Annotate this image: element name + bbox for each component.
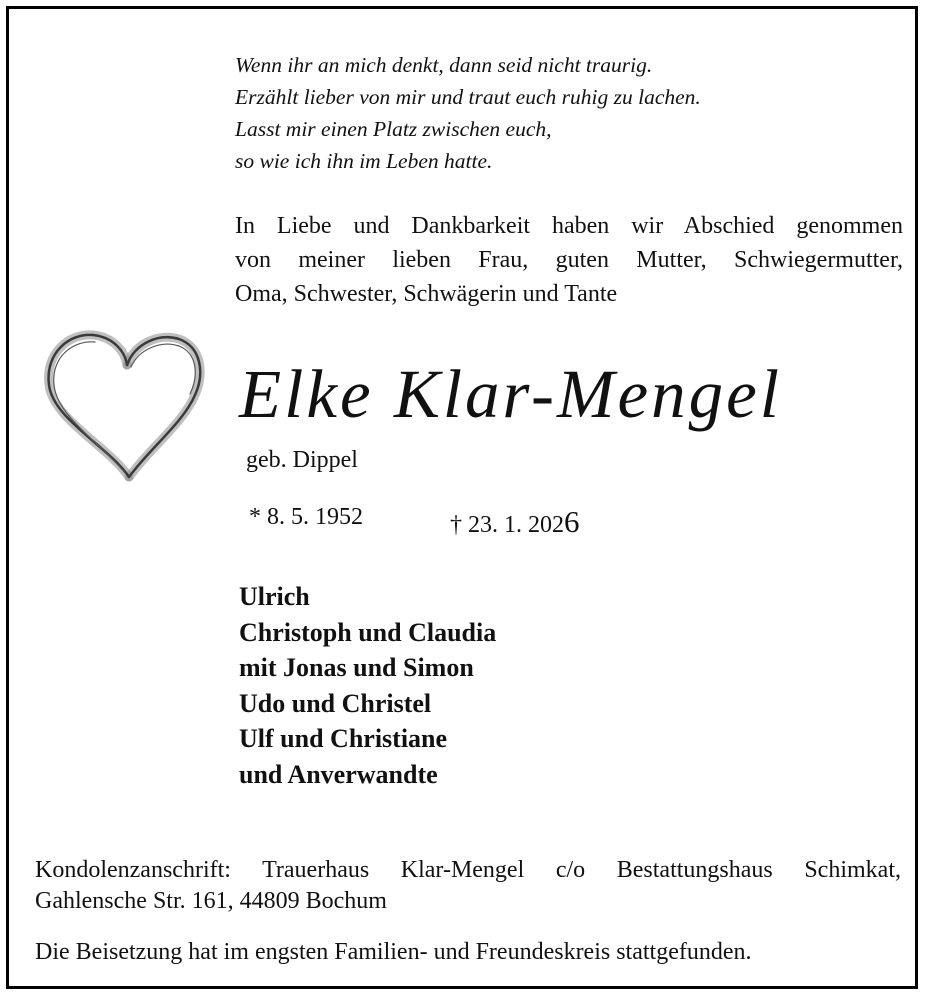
poem-line: Wenn ihr an mich denkt, dann seid nicht traurig. [235, 53, 653, 77]
family-line: Ulrich [239, 582, 310, 611]
address-line: Gahlensche Str. 161, 44809 Bochum [35, 888, 387, 914]
death-date-last-digit: 6 [564, 504, 580, 539]
family-line: Christoph und Claudia [239, 617, 497, 647]
burial-note: Die Beisetzung hat im engsten Familien- und Freundeskreis stattgefunden. [35, 939, 752, 965]
family-line: mit Jonas und Simon [239, 653, 474, 682]
heart-icon [39, 327, 209, 483]
deceased-name: Elke Klar-Mengel [239, 356, 782, 432]
family-line: Udo und Christel [239, 688, 432, 718]
death-date-main: † 23. 1. 202 [450, 512, 564, 538]
intro-line: In Liebe und Dankbarkeit haben wir Abschied genommen [235, 213, 903, 239]
address-line: Kondolenzanschrift: Trauerhaus Klar-Mengel c/o Bestattungshaus Schimkat, [35, 857, 901, 883]
poem-line: Lasst mir einen Platz zwischen euch, [235, 117, 552, 141]
condolence-address [35, 855, 901, 917]
family-signatories [239, 579, 496, 792]
obituary-frame [6, 6, 918, 989]
poem [235, 49, 701, 177]
family-line: Ulf und Christiane [239, 724, 448, 753]
intro-text [235, 209, 903, 311]
birth-date: * 8. 5. 1952 [249, 504, 363, 530]
death-date [450, 504, 580, 540]
maiden-name: geb. Dippel [246, 447, 358, 473]
intro-line: von meiner lieben Frau, guten Mutter, Schwiegermutter, [235, 247, 903, 273]
poem-line: so wie ich ihn im Leben hatte. [235, 149, 493, 173]
family-line: und Anverwandte [239, 759, 438, 789]
poem-line: Erzählt lieber von mir und traut euch ruhig zu lachen. [235, 85, 701, 109]
intro-line: Oma, Schwester, Schwägerin und Tante [235, 281, 618, 307]
